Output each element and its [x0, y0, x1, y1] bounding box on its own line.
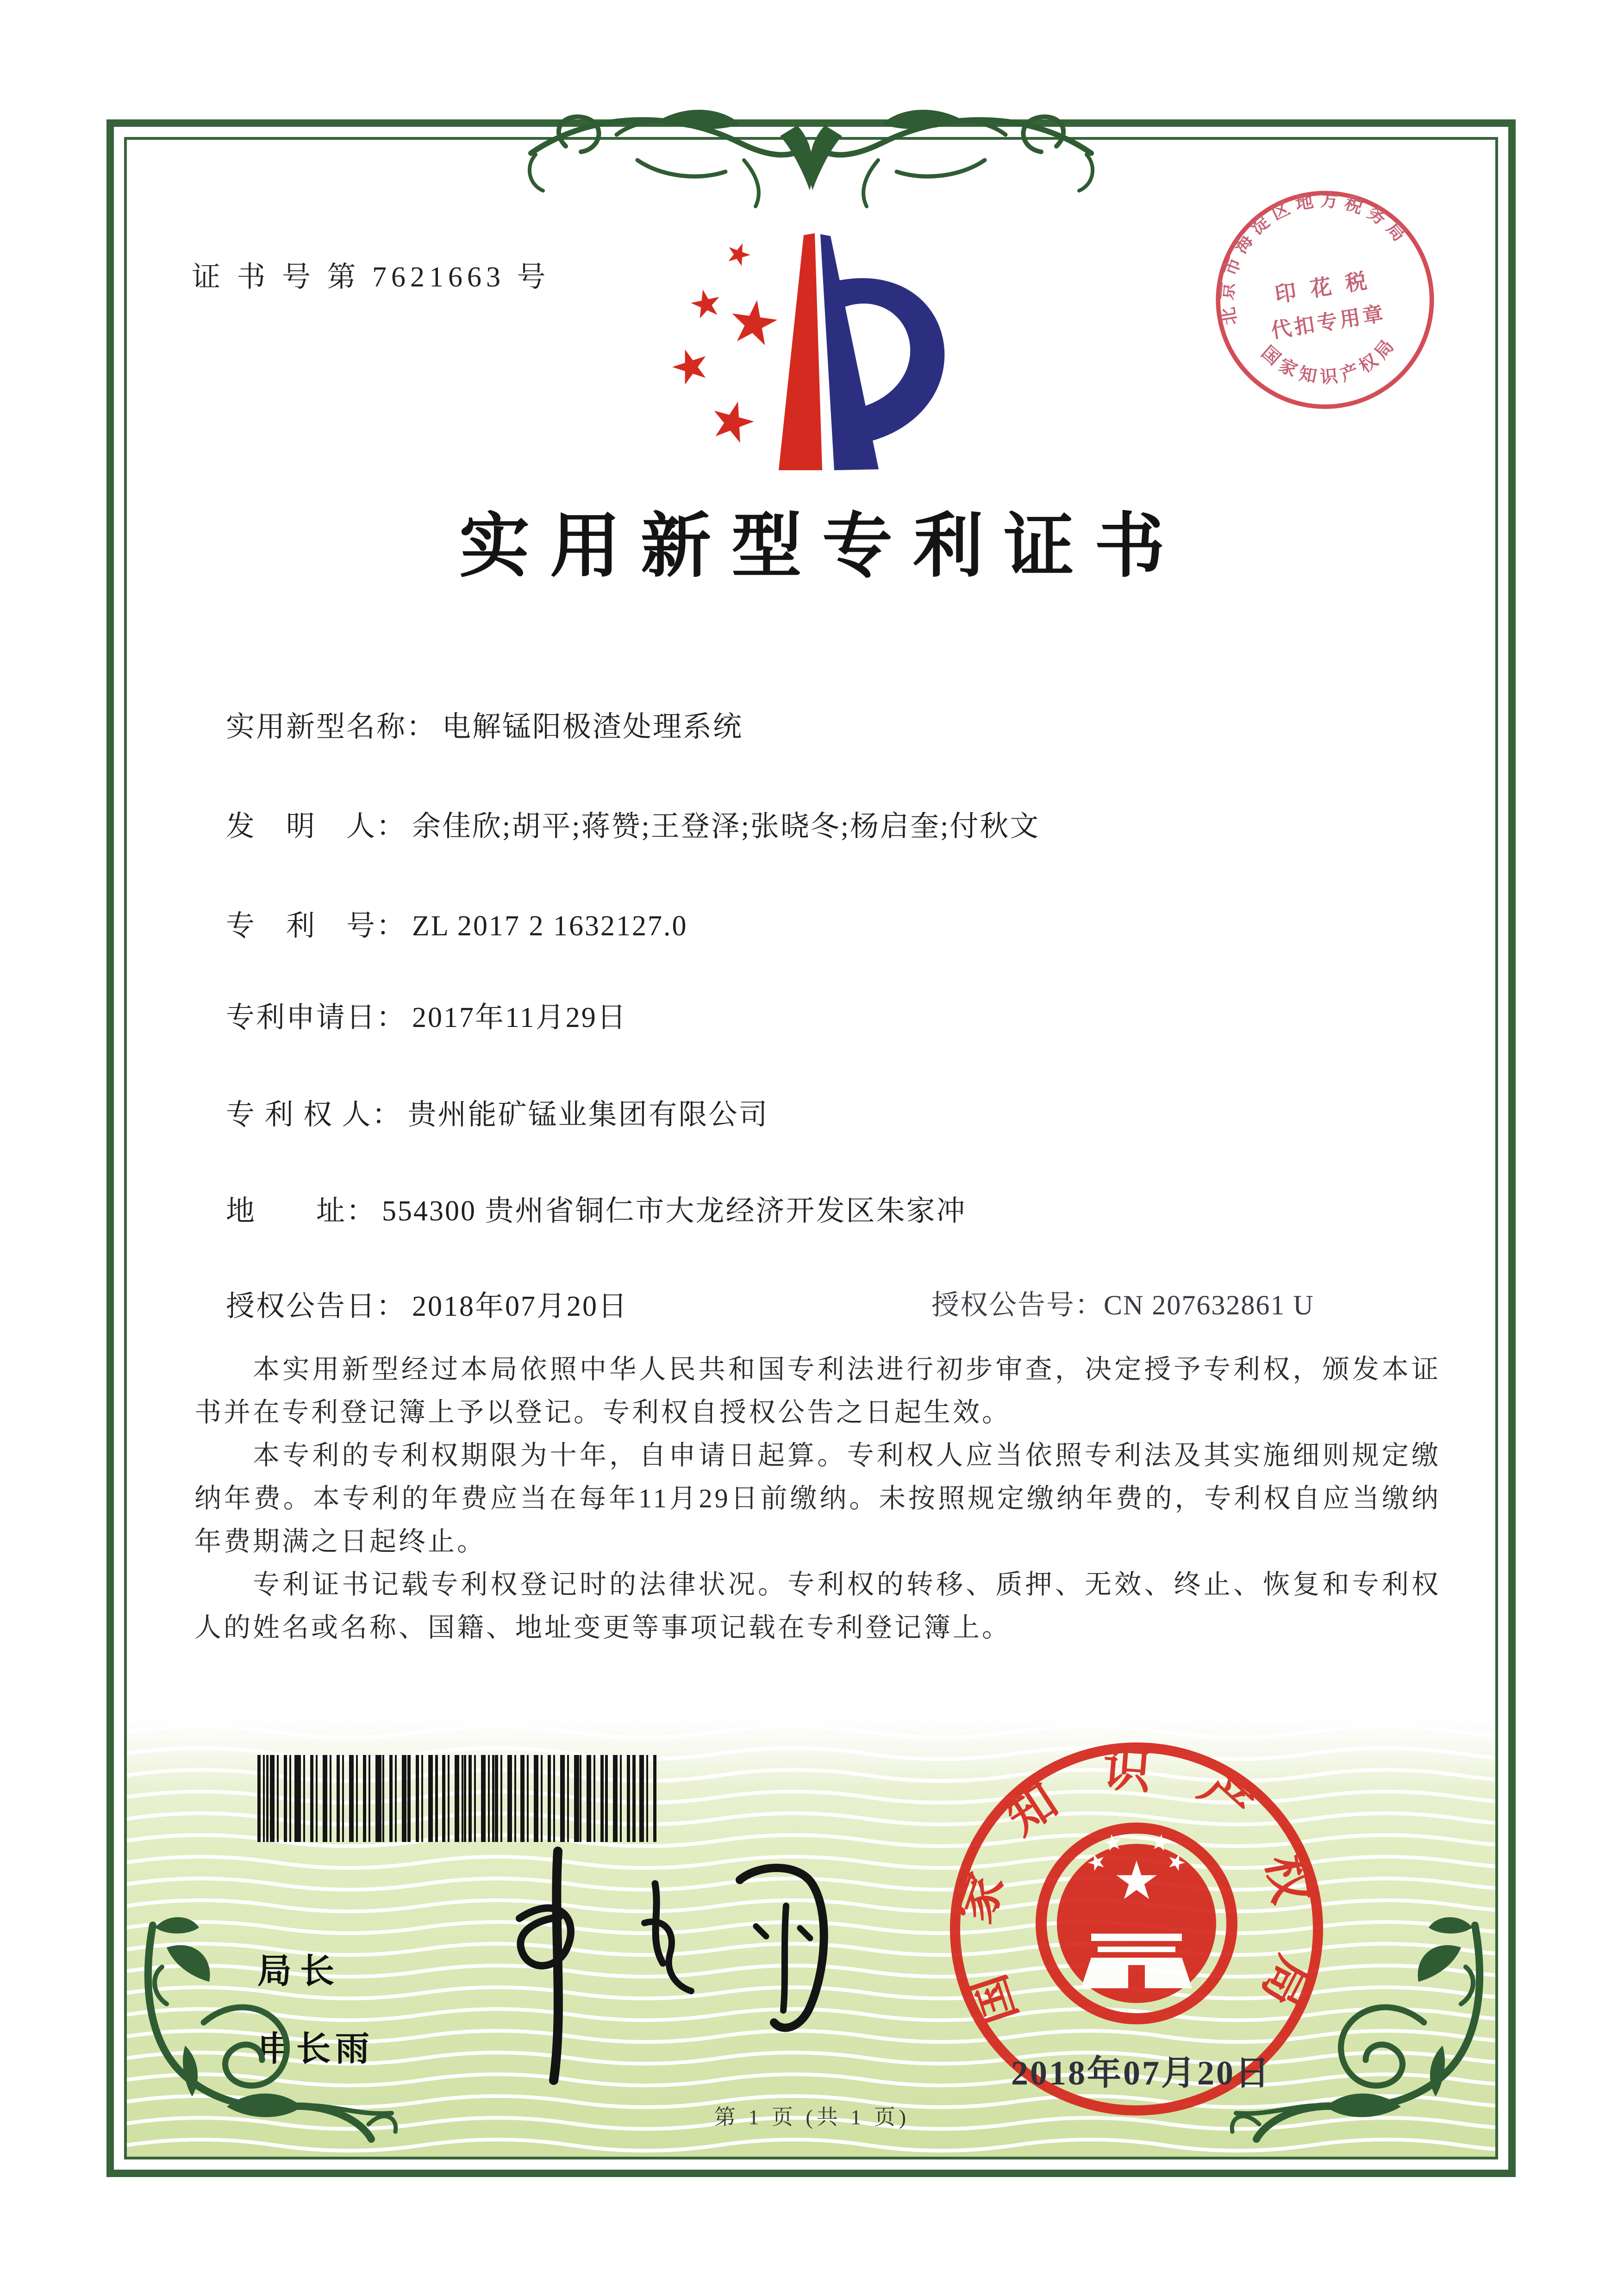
national-emblem: [1041, 1828, 1232, 2019]
field-label: 专利申请日：: [226, 1002, 407, 1033]
director-signature: [458, 1823, 884, 2092]
field-label: 授权公告号：: [931, 1290, 1104, 1320]
cnipa-logo: [657, 226, 963, 476]
certificate-number: 证 书 号 第 7621663 号: [192, 261, 550, 293]
tax-stamp-center-line1: 印 花 税: [1273, 268, 1373, 307]
director-title-label: 局长: [257, 1952, 343, 1990]
field-inventors: [226, 803, 1040, 844]
seal-ring-text: 国家知识产权局: [947, 1742, 1326, 2055]
field-filing-date: [226, 994, 627, 1035]
field-value: 余佳欣;胡平;蒋赞;王登泽;张晓冬;杨启奎;付秋文: [412, 811, 1040, 842]
svg-text:北京市海淀区地方税务局: [1203, 177, 1422, 327]
tax-stamp-bottom-text: 国家知识产权局: [1257, 333, 1401, 388]
director-name: 申长雨: [257, 2029, 374, 2068]
field-value: 2017年11月29日: [412, 1002, 627, 1033]
certificate-title: 实用新型专利证书: [459, 508, 1185, 585]
field-label: 发 明 人：: [226, 811, 407, 842]
field-label: 专 利 权 人：: [226, 1099, 402, 1131]
field-patent-number: [226, 902, 687, 944]
tax-stamp-seal: [1193, 168, 1457, 432]
legal-text-block: [194, 1348, 1441, 1649]
field-grant-date: [226, 1283, 628, 1324]
seal-date: 2018年07月20日: [1011, 2054, 1271, 2092]
field-utility-model-name: [226, 703, 743, 745]
field-value: CN 207632861 U: [1104, 1290, 1314, 1320]
logo-red-wedge: [779, 233, 822, 470]
field-label: 授权公告日：: [226, 1291, 407, 1322]
legal-paragraph-1: 本实用新型经过本局依照中华人民共和国专利法进行初步审查，决定授予专利权，颁发本证书并在专利登记簿上予以登记。专利权自授权公告之日起生效。: [194, 1354, 1441, 1427]
field-value: 电解锰阳极渣处理系统: [442, 711, 743, 743]
tax-stamp-top-text: 北京市海淀区地方税务局: [1217, 190, 1413, 327]
field-value: ZL 2017 2 1632127.0: [412, 910, 688, 942]
legal-paragraph-2: 本专利的专利权期限为十年，自申请日起算。专利权人应当依照专利法及其实施细则规定缴纳年费。本专利的年费应当在每年11月29日前缴纳。未按照规定缴纳年费的，专利权自应当缴纳年费期满之日起终止。: [194, 1440, 1441, 1556]
field-label: 实用新型名称：: [226, 711, 437, 743]
field-address: [226, 1188, 967, 1229]
field-value: 554300 贵州省铜仁市大龙经济开发区朱家冲: [382, 1195, 967, 1227]
field-value: 2018年07月20日: [412, 1291, 629, 1322]
field-grant-number: [931, 1283, 1314, 1323]
logo-stars: [668, 239, 780, 445]
field-label: 地 址：: [226, 1195, 377, 1227]
field-value: 贵州能矿锰业集团有限公司: [407, 1099, 769, 1131]
tax-stamp-center-line2: 代扣专用章: [1269, 302, 1387, 343]
field-patentee: [226, 1091, 769, 1132]
legal-paragraph-3: 专利证书记载专利权登记时的法律状况。专利权的转移、质押、无效、终止、恢复和专利权人的姓名或名称、国籍、地址变更等事项记载在专利登记簿上。: [194, 1569, 1441, 1643]
field-label: 专 利 号：: [226, 910, 407, 942]
page-number-footer: 第 1 页 (共 1 页): [714, 2105, 910, 2129]
